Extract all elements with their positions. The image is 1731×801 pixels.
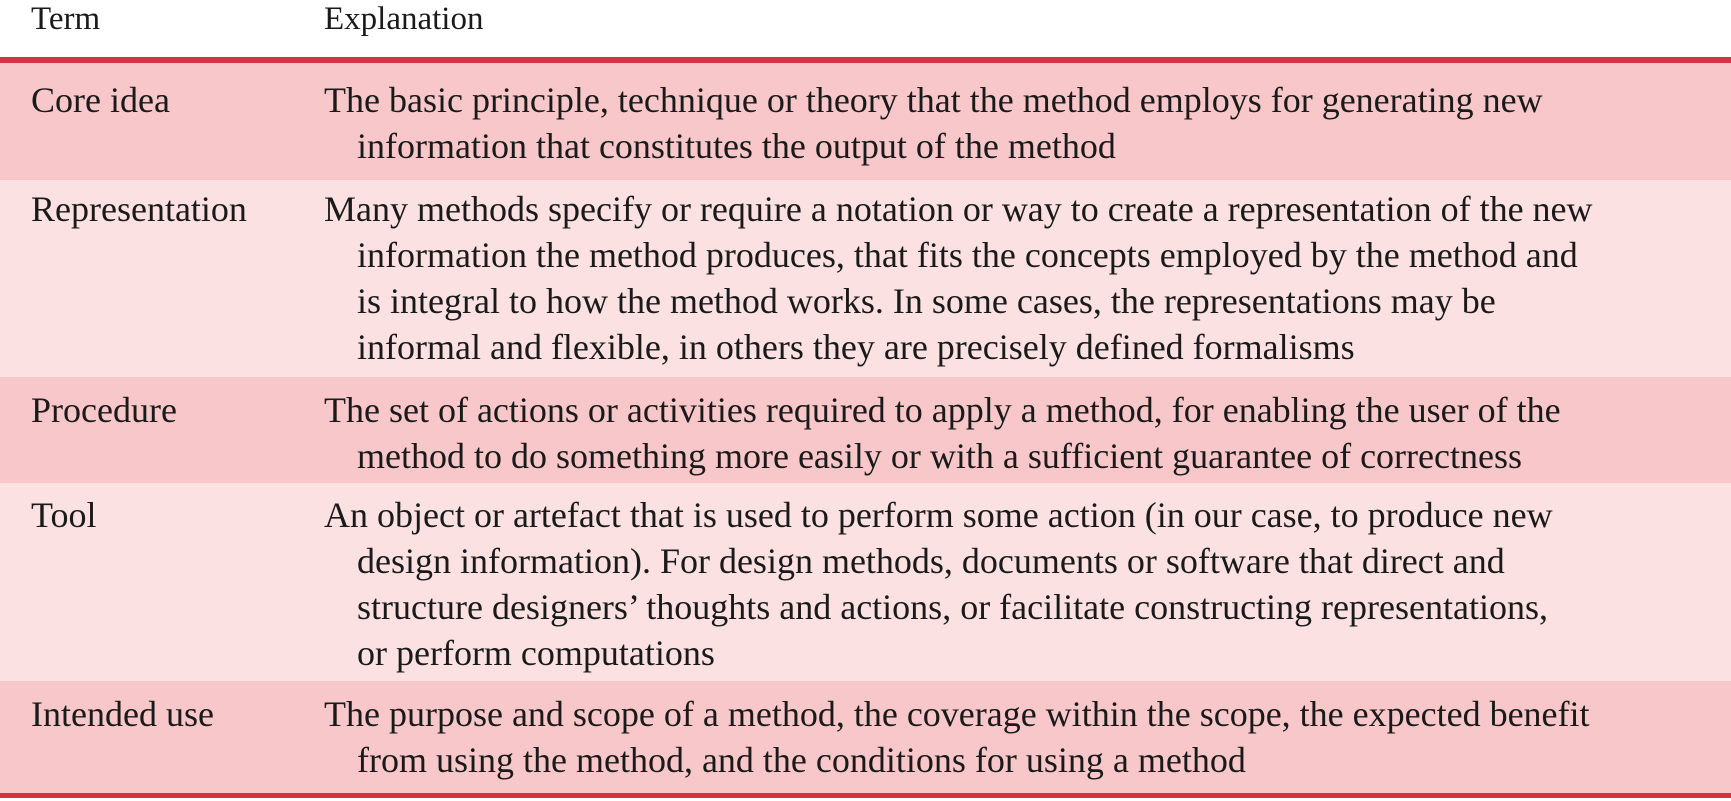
row-term: Tool: [31, 495, 97, 535]
explanation-line: informal and flexible, in others they are precisely defined formalisms: [357, 327, 1355, 367]
explanation-line: method to do something more easily or with a sufficient guarantee of correctness: [357, 436, 1522, 476]
row-term: Procedure: [31, 390, 177, 430]
row-term: Representation: [31, 189, 247, 229]
explanation-line: Many methods specify or require a notation or way to create a representation of the new: [324, 189, 1593, 229]
row-explanation: [324, 186, 1710, 370]
explanation-line: An object or artefact that is used to perform some action (in our case, to produce new: [324, 495, 1553, 535]
table-row: [0, 63, 1731, 180]
explanation-line: from using the method, and the conditions for using a method: [357, 740, 1246, 780]
explanation-line: The purpose and scope of a method, the coverage within the scope, the expected benefit: [324, 694, 1590, 734]
table-row: [0, 377, 1731, 483]
table-row: [0, 180, 1731, 377]
explanation-line: design information). For design methods, documents or software that direct and: [357, 541, 1505, 581]
bottom-rule: [0, 793, 1731, 798]
row-explanation: [324, 691, 1710, 783]
row-explanation: [324, 77, 1710, 169]
row-explanation: [324, 492, 1710, 676]
explanation-line: information that constitutes the output of the method: [357, 126, 1116, 166]
table-row: [0, 681, 1731, 793]
explanation-line: or perform computations: [357, 633, 715, 673]
header-term: Term: [31, 1, 101, 37]
table-header: [0, 0, 1731, 57]
row-term: Core idea: [31, 80, 170, 120]
row-term: Intended use: [31, 694, 214, 734]
explanation-line: is integral to how the method works. In some cases, the representations may be: [357, 281, 1496, 321]
explanation-line: structure designers’ thoughts and actions, or facilitate constructing representations,: [357, 587, 1548, 627]
explanation-line: The basic principle, technique or theory that the method employs for generating new: [324, 80, 1543, 120]
table-row: [0, 483, 1731, 681]
explanation-line: information the method produces, that fits the concepts employed by the method and: [357, 235, 1578, 275]
header-explanation: Explanation: [324, 1, 484, 37]
explanation-line: The set of actions or activities required to apply a method, for enabling the user of the: [324, 390, 1561, 430]
row-explanation: [324, 387, 1710, 479]
